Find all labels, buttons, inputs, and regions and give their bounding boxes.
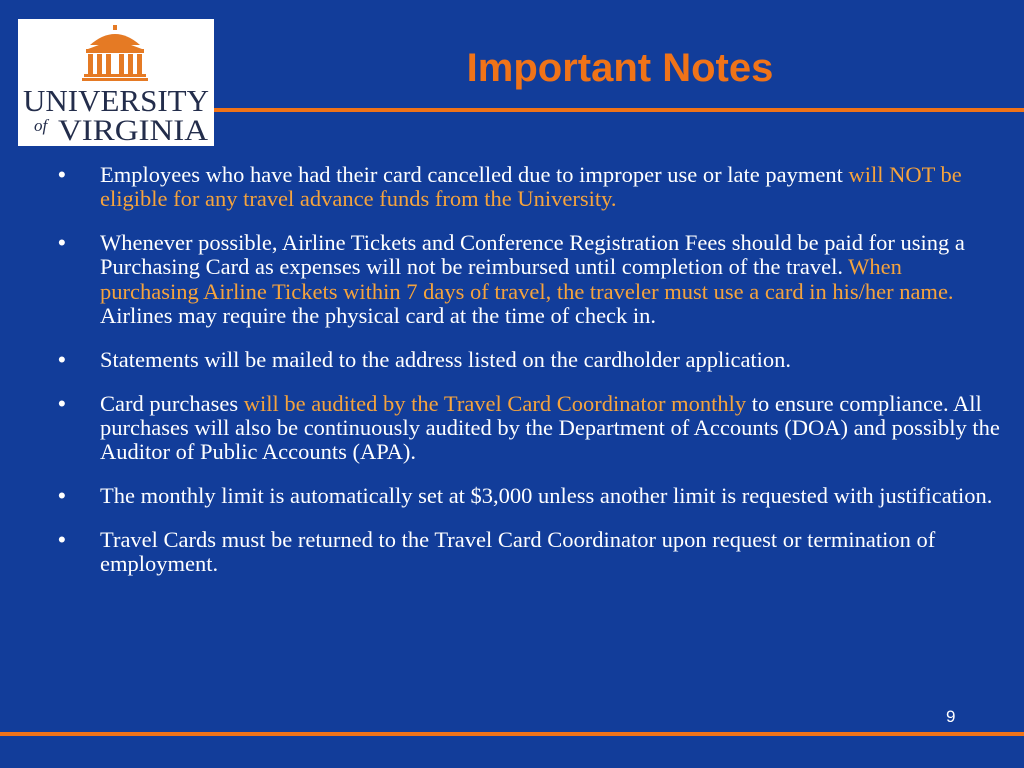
highlighted-text: When purchasing Airline Tickets within 7 days of travel, the traveler must use a card in his/her name. (100, 254, 954, 304)
page-number: 9 (946, 707, 956, 726)
bullet-text: Statements will be mailed to the address listed on the cardholder application. (100, 346, 792, 372)
title-divider (214, 108, 1024, 112)
rotunda-logo-icon (18, 19, 214, 146)
university-logo (18, 19, 214, 146)
bullet-text: Employees who have had their card cancelled due to improper use or late payment (100, 162, 849, 187)
bullet-text: Travel Cards must be returned to the Travel Card Coordinator upon request or termination of employment. (100, 526, 936, 577)
logo-of: of (34, 116, 48, 135)
footer-divider (0, 732, 1024, 736)
bullet-text: to ensure compliance. All purchases will also be continuously audited by the Department of Accounts (DOA) and possibly the Auditor of Public Accounts (APA). (100, 390, 1000, 465)
bullet-item (58, 484, 1003, 508)
bullet-marker: • (58, 526, 66, 552)
bullet-item (58, 231, 1003, 328)
bullet-item (58, 528, 1003, 577)
bullet-marker: • (58, 346, 66, 372)
bullet-text: The monthly limit is automatically set at $3,000 unless another limit is requested with justification. (100, 482, 993, 508)
highlighted-text: will NOT be eligible for any travel advance funds from the University. (100, 162, 962, 212)
bullet-item (58, 348, 1003, 372)
bullet-marker: • (58, 482, 66, 508)
bullet-list (58, 163, 1003, 596)
bullet-marker: • (58, 230, 66, 256)
highlighted-text: will be audited by the Travel Card Coordinator monthly (243, 390, 747, 416)
logo-line2: VIRGINIA (58, 114, 209, 146)
bullet-text: Whenever possible, Airline Tickets and Conference Registration Fees should be paid for using a Purchasing Card as expenses will not be reimbursed until completion of the travel. (100, 230, 965, 280)
bullet-item (58, 392, 1003, 465)
page-title: Important Notes (466, 46, 774, 90)
bullet-text: Card purchases (100, 390, 244, 416)
bullet-marker: • (58, 162, 66, 187)
bullet-text: Airlines may require the physical card at the time of check in. (100, 302, 657, 328)
bullet-item (58, 163, 1003, 212)
bullet-marker: • (58, 390, 66, 416)
logo-line1: UNIVERSITY (23, 83, 209, 118)
